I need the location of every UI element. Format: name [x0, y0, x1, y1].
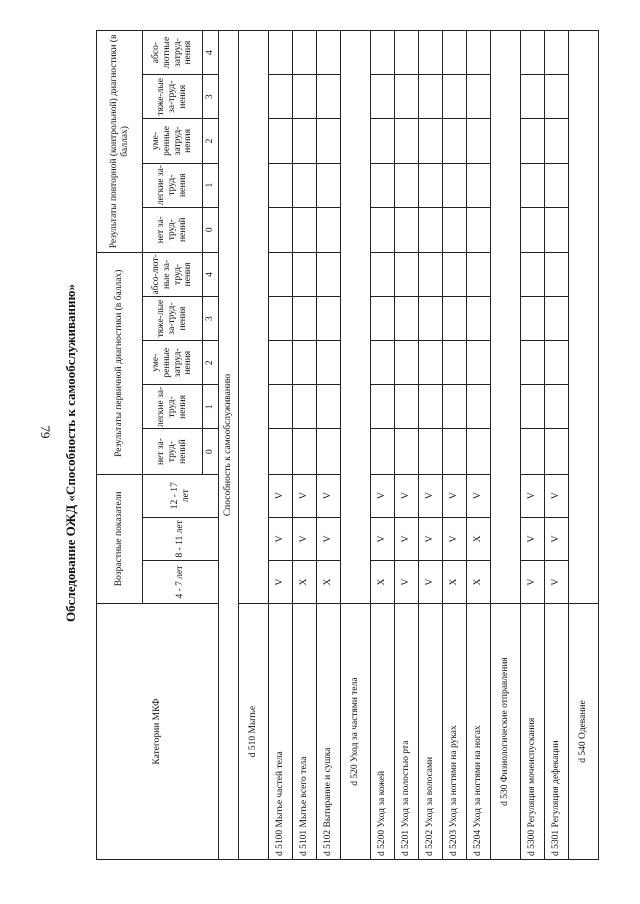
score-cell[interactable] [467, 163, 491, 207]
score-cell[interactable] [317, 207, 341, 252]
table-row [293, 31, 317, 860]
score-cell[interactable] [317, 341, 341, 385]
row-label: d 5200 Уход за кожей [371, 604, 395, 860]
score-cell[interactable] [467, 252, 491, 296]
score-cell[interactable] [269, 75, 293, 119]
group-row [341, 31, 371, 860]
score-cell[interactable] [443, 31, 467, 75]
primary-level-1: легкие за-труд-нения [143, 385, 203, 429]
table-row [467, 31, 491, 860]
score-cell[interactable] [419, 31, 443, 75]
score-cell[interactable] [521, 163, 545, 207]
rotated-table-container [96, 30, 589, 860]
score-cell[interactable] [395, 385, 419, 429]
score-cell[interactable] [269, 385, 293, 429]
repeat-score-3: 3 [203, 75, 219, 119]
score-cell[interactable] [545, 252, 569, 296]
score-cell[interactable] [293, 31, 317, 75]
score-cell[interactable] [371, 207, 395, 252]
score-cell[interactable] [293, 341, 317, 385]
group-label: d 510 Мытье [239, 604, 269, 860]
primary-level-2: уме-ренные затруд-нения [143, 341, 203, 385]
age-mark-cell: V [521, 474, 545, 517]
score-cell[interactable] [317, 385, 341, 429]
repeat-level-1: легкие за-труд-нения [143, 163, 203, 207]
age-mark-cell: V [293, 517, 317, 560]
score-cell[interactable] [467, 119, 491, 163]
score-cell[interactable] [269, 119, 293, 163]
age-mark-cell: V [419, 517, 443, 560]
score-cell[interactable] [293, 429, 317, 474]
row-label: d 5204 Уход за ногтями на ногах [467, 604, 491, 860]
age-mark-cell: V [545, 517, 569, 560]
score-cell[interactable] [419, 297, 443, 341]
score-cell[interactable] [317, 429, 341, 474]
age-mark-cell: V [443, 474, 467, 517]
group-empty-cell [341, 31, 371, 604]
assessment-table [96, 30, 599, 860]
score-cell[interactable] [443, 297, 467, 341]
score-cell[interactable] [317, 163, 341, 207]
primary-level-0: нет за-труд-нений [143, 429, 203, 474]
score-cell[interactable] [443, 163, 467, 207]
repeat-level-0: нет за-труд-нений [143, 207, 203, 252]
table-row [443, 31, 467, 860]
table-row [521, 31, 545, 860]
score-cell[interactable] [443, 341, 467, 385]
score-cell[interactable] [521, 75, 545, 119]
score-cell[interactable] [545, 297, 569, 341]
age-mark-cell: V [269, 560, 293, 603]
score-cell[interactable] [269, 207, 293, 252]
score-cell[interactable] [467, 207, 491, 252]
score-cell[interactable] [395, 75, 419, 119]
score-cell[interactable] [371, 429, 395, 474]
score-cell[interactable] [317, 119, 341, 163]
score-cell[interactable] [467, 297, 491, 341]
age-mark-cell: X [467, 517, 491, 560]
score-cell[interactable] [467, 31, 491, 75]
row-label: d 5202 Уход за волосами [419, 604, 443, 860]
age-mark-cell: V [521, 517, 545, 560]
score-cell[interactable] [395, 429, 419, 474]
score-cell[interactable] [293, 297, 317, 341]
primary-level-3: тяже-лые за-труд-нения [143, 297, 203, 341]
age-mark-cell: V [269, 474, 293, 517]
primary-diagnostics-header: Результаты первичной диагностики (в баллах) [97, 252, 143, 474]
group-empty-cell [491, 31, 521, 604]
score-cell[interactable] [395, 297, 419, 341]
table-row [395, 31, 419, 860]
score-cell[interactable] [467, 385, 491, 429]
repeat-level-2: уме-ренные затруд-нения [143, 119, 203, 163]
score-cell[interactable] [545, 429, 569, 474]
score-cell[interactable] [545, 119, 569, 163]
score-cell[interactable] [371, 252, 395, 296]
score-cell[interactable] [521, 31, 545, 75]
table-row [371, 31, 395, 860]
age-mark-cell: V [467, 474, 491, 517]
score-cell[interactable] [371, 163, 395, 207]
table-row [269, 31, 293, 860]
score-cell[interactable] [371, 341, 395, 385]
score-cell[interactable] [317, 75, 341, 119]
score-cell[interactable] [443, 207, 467, 252]
table-row [317, 31, 341, 860]
score-cell[interactable] [545, 31, 569, 75]
age-mark-cell: V [419, 560, 443, 603]
score-cell[interactable] [371, 119, 395, 163]
score-cell[interactable] [419, 252, 443, 296]
primary-score-4: 4 [203, 252, 219, 296]
score-cell[interactable] [371, 75, 395, 119]
repeat-level-4: абсо-лютные затруд-нения [143, 31, 203, 75]
score-cell[interactable] [443, 385, 467, 429]
age-mark-cell: X [293, 560, 317, 603]
score-cell[interactable] [419, 385, 443, 429]
score-cell[interactable] [269, 341, 293, 385]
score-cell[interactable] [443, 429, 467, 474]
score-cell[interactable] [395, 31, 419, 75]
group-row [239, 31, 269, 860]
score-cell[interactable] [371, 385, 395, 429]
score-cell[interactable] [395, 119, 419, 163]
score-cell[interactable] [521, 207, 545, 252]
score-cell[interactable] [521, 429, 545, 474]
score-cell[interactable] [419, 341, 443, 385]
age-mark-cell: V [395, 474, 419, 517]
primary-score-2: 2 [203, 341, 219, 385]
age-mark-cell: V [371, 474, 395, 517]
score-cell[interactable] [419, 75, 443, 119]
age-8-11-header: 8 - 11 лет [143, 517, 219, 560]
row-label: d 5301 Регуляция дефекации [545, 604, 569, 860]
age-mark-cell: V [317, 474, 341, 517]
score-cell[interactable] [443, 75, 467, 119]
age-mark-cell: X [443, 560, 467, 603]
score-cell[interactable] [269, 31, 293, 75]
score-cell[interactable] [521, 297, 545, 341]
group-label: d 540 Одевание [569, 604, 599, 860]
score-cell[interactable] [443, 119, 467, 163]
score-cell[interactable] [545, 385, 569, 429]
score-cell[interactable] [317, 31, 341, 75]
group-empty-cell [569, 31, 599, 604]
age-4-7-header: 4 - 7 лет [143, 560, 219, 603]
repeat-score-0: 0 [203, 207, 219, 252]
row-label: d 5101 Мытье всего тела [293, 604, 317, 860]
row-label: d 5102 Вытирание и сушка [317, 604, 341, 860]
score-cell[interactable] [293, 385, 317, 429]
page-number: 79 [38, 425, 53, 439]
table-row [545, 31, 569, 860]
table-viewport [96, 30, 589, 860]
age-mark-cell: V [395, 517, 419, 560]
group-empty-cell [239, 31, 269, 604]
primary-level-4: абсо-лют-ные за-труд-нения [143, 252, 203, 296]
score-cell[interactable] [269, 429, 293, 474]
age-12-17-header: 12 - 17 лет [143, 474, 219, 517]
score-cell[interactable] [371, 31, 395, 75]
age-mark-cell: V [545, 474, 569, 517]
score-cell[interactable] [419, 163, 443, 207]
score-cell[interactable] [467, 429, 491, 474]
score-cell[interactable] [269, 252, 293, 296]
section-title-row: Способность к самообслуживанию [219, 31, 239, 860]
age-mark-cell: V [545, 560, 569, 603]
score-cell[interactable] [521, 385, 545, 429]
score-cell[interactable] [521, 252, 545, 296]
score-cell[interactable] [467, 75, 491, 119]
score-cell[interactable] [443, 252, 467, 296]
score-cell[interactable] [419, 429, 443, 474]
row-label: d 5203 Уход за ногтями на руках [443, 604, 467, 860]
score-cell[interactable] [419, 207, 443, 252]
group-label: d 530 Физиологические отправления [491, 604, 521, 860]
group-label: d 520 Уход за частями тела [341, 604, 371, 860]
score-cell[interactable] [521, 119, 545, 163]
age-mark-cell: V [371, 517, 395, 560]
score-cell[interactable] [293, 119, 317, 163]
age-mark-cell: V [419, 474, 443, 517]
score-cell[interactable] [545, 341, 569, 385]
repeat-score-1: 1 [203, 163, 219, 207]
group-row [491, 31, 521, 860]
age-mark-cell: X [371, 560, 395, 603]
primary-score-3: 3 [203, 297, 219, 341]
age-mark-cell: V [443, 517, 467, 560]
primary-score-1: 1 [203, 385, 219, 429]
score-cell[interactable] [317, 297, 341, 341]
score-cell[interactable] [293, 207, 317, 252]
score-cell[interactable] [395, 341, 419, 385]
page-title: Обследование ОЖД «Способность к самообслуживанию» [63, 284, 78, 622]
score-cell[interactable] [395, 252, 419, 296]
age-mark-cell: X [467, 560, 491, 603]
score-cell[interactable] [545, 207, 569, 252]
age-mark-cell: V [269, 517, 293, 560]
repeat-score-4: 4 [203, 31, 219, 75]
primary-score-0: 0 [203, 429, 219, 474]
score-cell[interactable] [521, 341, 545, 385]
score-cell[interactable] [545, 163, 569, 207]
score-cell[interactable] [269, 163, 293, 207]
age-mark-cell: V [293, 474, 317, 517]
repeat-score-2: 2 [203, 119, 219, 163]
repeat-diagnostics-header: Результаты повторной (контрольной) диагностики (в баллах) [97, 31, 143, 253]
row-label: d 5100 Мытье частей тела [269, 604, 293, 860]
age-mark-cell: X [317, 560, 341, 603]
repeat-level-3: тяже-лые за-труд-нения [143, 75, 203, 119]
age-group-header: Возрастные показатели [97, 474, 143, 603]
row-label: d 5201 Уход за полостью рта [395, 604, 419, 860]
group-row [569, 31, 599, 860]
score-cell[interactable] [269, 297, 293, 341]
score-cell[interactable] [395, 207, 419, 252]
category-header: Категории МКФ [97, 604, 219, 860]
table-row [419, 31, 443, 860]
score-cell[interactable] [371, 297, 395, 341]
score-cell[interactable] [395, 163, 419, 207]
score-cell[interactable] [419, 119, 443, 163]
row-label: d 5300 Регуляция мочеиспускания [521, 604, 545, 860]
score-cell[interactable] [293, 75, 317, 119]
score-cell[interactable] [467, 341, 491, 385]
score-cell[interactable] [293, 252, 317, 296]
age-mark-cell: V [317, 517, 341, 560]
score-cell[interactable] [545, 75, 569, 119]
age-mark-cell: V [521, 560, 545, 603]
age-mark-cell: V [395, 560, 419, 603]
score-cell[interactable] [317, 252, 341, 296]
score-cell[interactable] [293, 163, 317, 207]
